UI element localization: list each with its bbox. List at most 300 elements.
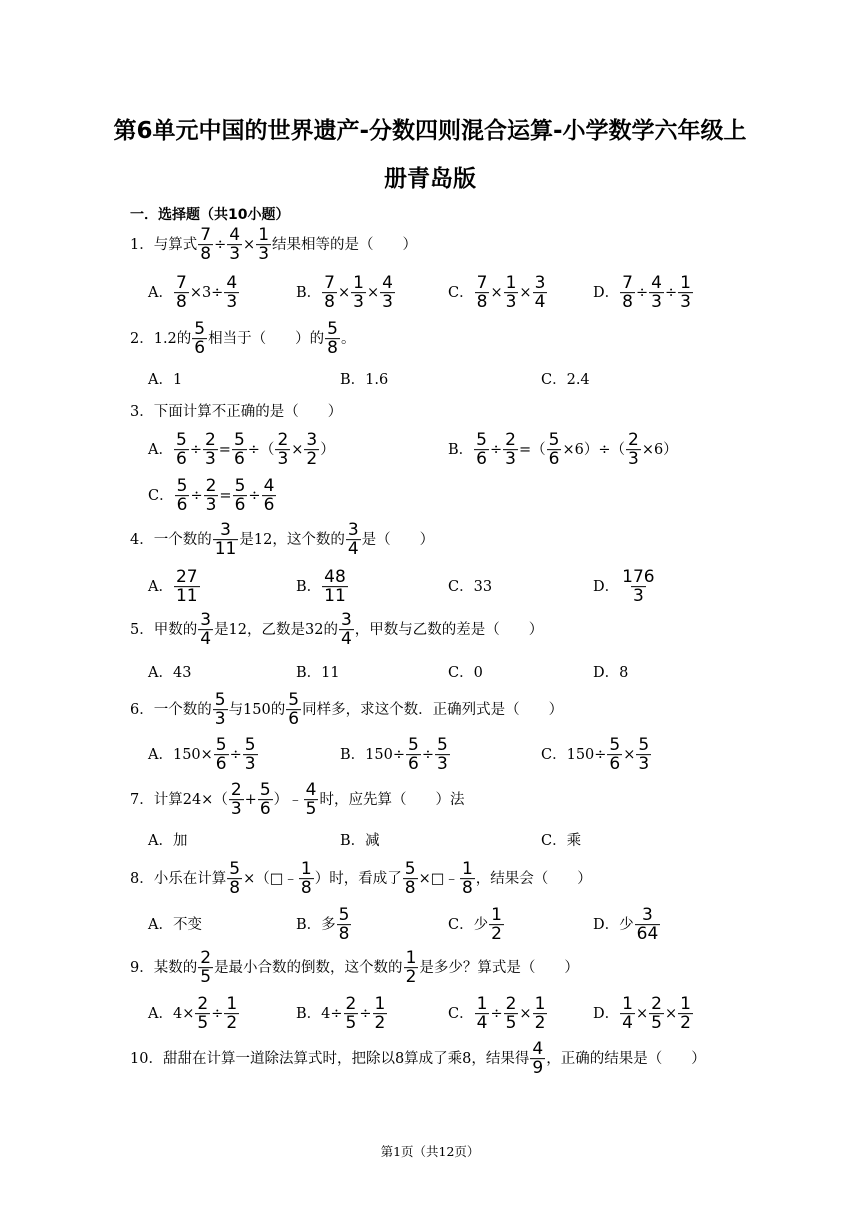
- question-stem-4: [130, 521, 434, 559]
- fraction-denominator: 8: [324, 292, 335, 313]
- fraction-numerator: 1: [226, 994, 238, 1015]
- fraction-denominator: 64: [636, 924, 659, 945]
- text-fragment: 10．甜甜在计算一道除法算式时，把除以8算成了乘8，结果得: [130, 1051, 530, 1067]
- fraction-denominator: 9: [532, 1058, 544, 1079]
- fraction-denominator: 3: [353, 292, 364, 313]
- answer-option: [541, 373, 590, 388]
- fraction: [533, 274, 548, 312]
- fraction-numerator: 176: [622, 567, 655, 588]
- answer-option: [541, 834, 581, 849]
- text-fragment: 3．下面计算不正确的是（ ）: [130, 403, 343, 420]
- text-fragment: ÷: [359, 1006, 372, 1022]
- fraction-numerator: 2: [345, 994, 357, 1015]
- text-fragment: D．: [593, 1006, 620, 1022]
- fraction: [339, 611, 354, 649]
- fraction-denominator: 11: [324, 586, 346, 607]
- text-fragment: B．1.6: [340, 371, 389, 388]
- text-fragment: ×: [291, 442, 304, 458]
- text-fragment: ×: [366, 285, 380, 301]
- text-fragment: ）时，看成了: [314, 871, 402, 887]
- fraction-numerator: 5: [259, 780, 271, 801]
- fraction-numerator: 5: [288, 690, 300, 711]
- fraction-denominator: 6: [609, 754, 621, 775]
- fraction: [474, 431, 489, 469]
- answer-option: [593, 906, 661, 944]
- fraction: [533, 995, 548, 1033]
- question-stem-10: [130, 1040, 706, 1078]
- answer-option: [448, 906, 505, 944]
- fraction-numerator: 5: [338, 905, 350, 926]
- text-fragment: A．1: [148, 371, 183, 388]
- fraction: [344, 995, 359, 1033]
- text-fragment: 7．计算24×（: [130, 792, 228, 808]
- text-fragment: ，甲数与乙数的差是（ ）: [354, 622, 544, 638]
- question-stem-9: [130, 949, 579, 987]
- fraction: [504, 995, 519, 1033]
- fraction: [460, 860, 475, 898]
- fraction: [213, 521, 239, 559]
- fraction-numerator: 7: [175, 273, 187, 294]
- text-fragment: 是最小合数的倒数，这个数的: [214, 960, 403, 976]
- text-fragment: A．: [148, 285, 173, 301]
- fraction: [620, 995, 635, 1033]
- fraction: [258, 781, 273, 819]
- text-fragment: ，正确的结果是（ ）: [546, 1051, 706, 1067]
- fraction-denominator: 3: [651, 292, 662, 313]
- answer-option: [448, 666, 483, 681]
- fraction-numerator: 1: [300, 859, 312, 880]
- fraction-numerator: 2: [230, 780, 242, 801]
- fraction-numerator: 4: [229, 225, 241, 246]
- fraction: [198, 611, 213, 649]
- fraction-numerator: 1: [476, 994, 488, 1015]
- fraction: [214, 736, 229, 774]
- fraction-denominator: 2: [534, 1013, 546, 1034]
- text-fragment: ）﹣: [273, 792, 303, 808]
- fraction-numerator: 1: [534, 994, 546, 1015]
- fraction-denominator: 8: [200, 244, 212, 265]
- fraction-numerator: 5: [214, 690, 226, 711]
- fraction-denominator: 3: [230, 799, 242, 820]
- fraction-denominator: 4: [200, 629, 212, 650]
- fraction: [489, 906, 504, 944]
- fraction-numerator: 1: [680, 994, 691, 1015]
- text-fragment: D．: [593, 285, 620, 301]
- fraction-denominator: 3: [638, 754, 650, 775]
- question-stem-5: [130, 611, 543, 649]
- fraction-numerator: 1: [374, 994, 386, 1015]
- fraction-denominator: 6: [233, 449, 245, 470]
- question-stem-2: [130, 320, 355, 358]
- answer-option: [296, 274, 396, 312]
- fraction-numerator: 27: [175, 567, 198, 588]
- fraction: [649, 274, 664, 312]
- answer-option: [340, 834, 380, 849]
- text-fragment: A．: [148, 579, 173, 595]
- fraction-numerator: 7: [324, 273, 335, 294]
- fraction-numerator: 3: [200, 610, 212, 631]
- text-fragment: ÷: [490, 1006, 503, 1022]
- answer-option: [593, 666, 628, 681]
- fraction-numerator: 1: [680, 273, 691, 294]
- fraction: [337, 906, 352, 944]
- fraction: [304, 781, 319, 819]
- fraction-denominator: 3: [505, 292, 517, 313]
- fraction-denominator: 3: [627, 449, 639, 470]
- fraction-numerator: 3: [340, 610, 352, 631]
- fraction-denominator: 6: [476, 449, 487, 470]
- answer-option: [296, 906, 352, 944]
- fraction-denominator: 6: [176, 495, 188, 516]
- text-fragment: 时，应先算（ ）法: [319, 792, 465, 808]
- fraction-denominator: 6: [263, 495, 275, 516]
- text-fragment: B．多: [296, 917, 336, 933]
- fraction-denominator: 8: [229, 878, 241, 899]
- question-stem-8: [130, 860, 592, 898]
- fraction: [322, 274, 337, 312]
- text-fragment: B．11: [296, 664, 340, 681]
- text-fragment: 9．某数的: [130, 960, 198, 976]
- fraction-denominator: 2: [306, 449, 318, 470]
- text-fragment: C．乘: [541, 832, 582, 849]
- fraction-denominator: 3: [205, 495, 217, 516]
- fraction: [351, 274, 366, 312]
- text-fragment: =: [218, 442, 231, 458]
- text-fragment: =: [219, 488, 232, 504]
- text-fragment: ×: [519, 1006, 532, 1022]
- text-fragment: C．: [448, 1006, 474, 1022]
- fraction: [227, 226, 242, 264]
- question-stem-7: [130, 781, 464, 819]
- fraction-numerator: 2: [505, 994, 517, 1015]
- fraction: [174, 431, 189, 469]
- fraction-numerator: 4: [305, 780, 317, 801]
- answer-option: [340, 736, 451, 774]
- fraction-numerator: 48: [324, 567, 346, 588]
- answer-option: [148, 568, 201, 606]
- fraction-denominator: 6: [259, 799, 271, 820]
- answer-option: [296, 568, 349, 606]
- text-fragment: ）: [320, 442, 335, 458]
- answer-option: [541, 736, 652, 774]
- fraction-numerator: 1: [491, 905, 502, 926]
- fraction: [504, 274, 519, 312]
- fraction: [475, 274, 490, 312]
- text-fragment: 。: [340, 331, 356, 347]
- answer-option: [448, 431, 678, 469]
- fraction: [530, 1040, 545, 1078]
- fraction-numerator: 1: [258, 225, 270, 246]
- fraction: [192, 320, 207, 358]
- fraction-denominator: 3: [204, 449, 216, 470]
- text-fragment: A．43: [148, 664, 192, 681]
- answer-option: [148, 431, 335, 469]
- text-fragment: +: [244, 792, 257, 808]
- text-fragment: C．2.4: [541, 371, 590, 388]
- fraction-numerator: 5: [638, 735, 650, 756]
- text-fragment: A．加: [148, 832, 188, 849]
- text-fragment: ×: [519, 285, 532, 301]
- fraction-numerator: 5: [176, 476, 188, 497]
- text-fragment: ×6）÷（: [562, 442, 625, 458]
- question-stem-1: [130, 226, 417, 264]
- fraction: [229, 781, 244, 819]
- fraction: [503, 431, 518, 469]
- fraction-numerator: 2: [505, 430, 516, 451]
- fraction-numerator: 5: [234, 476, 246, 497]
- fraction-denominator: 4: [340, 629, 352, 650]
- text-fragment: A．150×: [148, 747, 213, 763]
- text-fragment: ÷: [189, 442, 202, 458]
- fraction: [198, 949, 213, 987]
- fraction-numerator: 2: [204, 430, 216, 451]
- fraction: [620, 274, 635, 312]
- fraction: [346, 521, 361, 559]
- fraction: [224, 274, 239, 312]
- fraction: [203, 431, 218, 469]
- fraction-denominator: 4: [347, 539, 359, 560]
- text-fragment: 5．甲数的: [130, 622, 198, 638]
- text-fragment: C．150÷: [541, 747, 607, 763]
- fraction-numerator: 1: [622, 994, 633, 1015]
- fraction-denominator: 3: [258, 244, 270, 265]
- text-fragment: =（: [518, 442, 546, 458]
- fraction-numerator: 1: [353, 273, 364, 294]
- fraction-numerator: 7: [476, 273, 488, 294]
- fraction-denominator: 8: [327, 338, 338, 359]
- text-fragment: B．150÷: [340, 747, 405, 763]
- text-fragment: 结果相等的是（ ）: [272, 237, 418, 253]
- fraction-denominator: 8: [461, 878, 473, 899]
- text-fragment: 相当于（ ）的: [208, 331, 325, 347]
- fraction: [224, 995, 239, 1033]
- fraction-denominator: 5: [200, 967, 212, 988]
- fraction-numerator: 3: [642, 905, 653, 926]
- fraction-numerator: 4: [226, 273, 238, 294]
- text-fragment: ×3÷: [189, 285, 224, 301]
- fraction: [325, 320, 340, 358]
- text-fragment: D．8: [593, 664, 629, 681]
- fraction-denominator: 6: [234, 495, 246, 516]
- text-fragment: ×（□﹣: [243, 871, 298, 887]
- fraction: [435, 736, 450, 774]
- fraction: [403, 860, 418, 898]
- fraction-denominator: 8: [476, 292, 488, 313]
- text-fragment: C．33: [448, 578, 493, 595]
- text-fragment: 是（ ）: [361, 532, 435, 548]
- fraction-numerator: 7: [622, 273, 633, 294]
- fraction-denominator: 2: [680, 1013, 691, 1034]
- answer-option: [448, 274, 548, 312]
- text-fragment: A．4×: [148, 1006, 195, 1022]
- fraction-denominator: 3: [277, 449, 289, 470]
- fraction: [198, 226, 213, 264]
- fraction-denominator: 5: [651, 1013, 662, 1034]
- fraction-denominator: 6: [288, 709, 300, 730]
- answer-option: [340, 373, 388, 388]
- fraction-denominator: 2: [226, 1013, 238, 1034]
- text-fragment: B．: [296, 579, 322, 595]
- fraction-numerator: 3: [534, 273, 546, 294]
- page-title-line1: 第6单元中国的世界遗产-分数四则混合运算-小学数学六年级上: [113, 118, 747, 144]
- fraction: [275, 431, 290, 469]
- fraction-numerator: 5: [244, 735, 256, 756]
- fraction-denominator: 8: [338, 924, 350, 945]
- answer-option: [148, 995, 240, 1033]
- fraction: [406, 736, 421, 774]
- fraction-denominator: 4: [534, 292, 546, 313]
- fraction-numerator: 2: [627, 430, 639, 451]
- fraction-numerator: 5: [436, 735, 448, 756]
- answer-option: [296, 666, 340, 681]
- question-stem-3: [130, 405, 342, 420]
- text-fragment: A．不变: [148, 916, 202, 933]
- text-fragment: ÷: [489, 442, 503, 458]
- fraction-numerator: 3: [347, 520, 359, 541]
- fraction-numerator: 5: [175, 430, 187, 451]
- answer-option: [148, 666, 191, 681]
- text-fragment: 是12，这个数的: [239, 532, 345, 548]
- text-fragment: ×: [490, 285, 503, 301]
- fraction-numerator: 3: [306, 430, 318, 451]
- text-fragment: B．减: [340, 832, 380, 849]
- fraction-numerator: 5: [404, 859, 416, 880]
- text-fragment: ÷: [229, 747, 242, 763]
- text-fragment: 是多少？算式是（ ）: [419, 960, 579, 976]
- text-fragment: ÷: [248, 488, 261, 504]
- fraction-numerator: 5: [233, 430, 245, 451]
- fraction-numerator: 4: [263, 476, 275, 497]
- text-fragment: C．0: [448, 664, 483, 681]
- answer-option: [148, 373, 182, 388]
- fraction-denominator: 8: [300, 878, 312, 899]
- fraction: [243, 736, 258, 774]
- text-fragment: 6．一个数的: [130, 702, 212, 718]
- fraction: [256, 226, 271, 264]
- fraction-denominator: 8: [175, 292, 187, 313]
- fraction-numerator: 4: [382, 273, 393, 294]
- text-fragment: ÷（: [247, 442, 275, 458]
- text-fragment: ÷: [635, 285, 649, 301]
- text-fragment: ×6）: [641, 442, 678, 458]
- fraction: [636, 736, 651, 774]
- text-fragment: B．4÷: [296, 1006, 343, 1022]
- fraction: [380, 274, 395, 312]
- text-fragment: C．: [148, 488, 174, 504]
- text-fragment: D．: [593, 579, 620, 595]
- fraction-denominator: 6: [175, 449, 187, 470]
- fraction-numerator: 5: [609, 735, 621, 756]
- text-fragment: ÷: [214, 237, 227, 253]
- fraction-numerator: 2: [205, 476, 217, 497]
- text-fragment: C．少: [448, 917, 489, 933]
- text-fragment: ÷: [421, 747, 434, 763]
- fraction-denominator: 3: [214, 709, 226, 730]
- text-fragment: 同样多，求这个数．正确列式是（ ）: [302, 702, 564, 718]
- answer-option: [148, 736, 259, 774]
- fraction-numerator: 5: [215, 735, 227, 756]
- text-fragment: ×□﹣: [418, 871, 459, 887]
- fraction: [204, 477, 219, 515]
- text-fragment: B．: [296, 285, 322, 301]
- text-fragment: ÷: [190, 488, 203, 504]
- text-fragment: ×: [243, 237, 256, 253]
- fraction-denominator: 8: [622, 292, 633, 313]
- fraction-numerator: 4: [651, 273, 662, 294]
- fraction: [174, 274, 189, 312]
- answer-option: [448, 995, 548, 1033]
- fraction-numerator: 5: [327, 319, 338, 340]
- fraction: [678, 995, 693, 1033]
- fraction-denominator: 3: [436, 754, 448, 775]
- fraction-numerator: 5: [407, 735, 419, 756]
- fraction: [299, 860, 314, 898]
- fraction-denominator: 4: [476, 1013, 488, 1034]
- fraction-denominator: 2: [405, 967, 417, 988]
- fraction: [175, 477, 190, 515]
- fraction: [678, 274, 693, 312]
- fraction-denominator: 6: [194, 338, 206, 359]
- fraction-numerator: 5: [194, 319, 206, 340]
- fraction: [635, 906, 661, 944]
- answer-option: [593, 568, 658, 606]
- text-fragment: ，结果会（ ）: [475, 871, 592, 887]
- fraction-numerator: 5: [229, 859, 241, 880]
- page-title-line2: 册青岛版: [384, 166, 476, 192]
- fraction: [195, 995, 210, 1033]
- answer-option: [593, 995, 694, 1033]
- fraction-denominator: 5: [197, 1013, 209, 1034]
- text-fragment: ×: [635, 1006, 649, 1022]
- fraction: [213, 691, 228, 729]
- fraction-denominator: 3: [244, 754, 256, 775]
- fraction-numerator: 1: [505, 273, 517, 294]
- fraction-denominator: 3: [505, 449, 516, 470]
- fraction: [286, 691, 301, 729]
- fraction: [233, 477, 248, 515]
- fraction: [626, 431, 641, 469]
- fraction-denominator: 6: [215, 754, 227, 775]
- question-stem-6: [130, 691, 563, 729]
- fraction: [620, 568, 656, 606]
- fraction-denominator: 6: [548, 449, 560, 470]
- fraction-numerator: 2: [200, 948, 212, 969]
- fraction-denominator: 11: [214, 539, 237, 560]
- text-fragment: ÷: [211, 1006, 224, 1022]
- fraction-numerator: 5: [548, 430, 560, 451]
- fraction: [262, 477, 277, 515]
- fraction-denominator: 3: [382, 292, 393, 313]
- fraction-denominator: 2: [491, 924, 502, 945]
- answer-option: [148, 918, 202, 933]
- text-fragment: ÷: [664, 285, 678, 301]
- text-fragment: 1．与算式: [130, 237, 198, 253]
- answer-option: [148, 477, 277, 515]
- fraction-denominator: 3: [632, 586, 644, 607]
- fraction-numerator: 5: [476, 430, 487, 451]
- fraction-denominator: 6: [407, 754, 419, 775]
- fraction: [304, 431, 319, 469]
- fraction-numerator: 2: [277, 430, 289, 451]
- text-fragment: C．: [448, 285, 474, 301]
- text-fragment: 2．1.2的: [130, 331, 192, 347]
- page-footer: 第1页（共12页）: [380, 1144, 480, 1159]
- fraction: [174, 568, 200, 606]
- fraction-numerator: 1: [405, 948, 417, 969]
- fraction: [404, 949, 419, 987]
- fraction-numerator: 2: [197, 994, 209, 1015]
- text-fragment: ×: [664, 1006, 678, 1022]
